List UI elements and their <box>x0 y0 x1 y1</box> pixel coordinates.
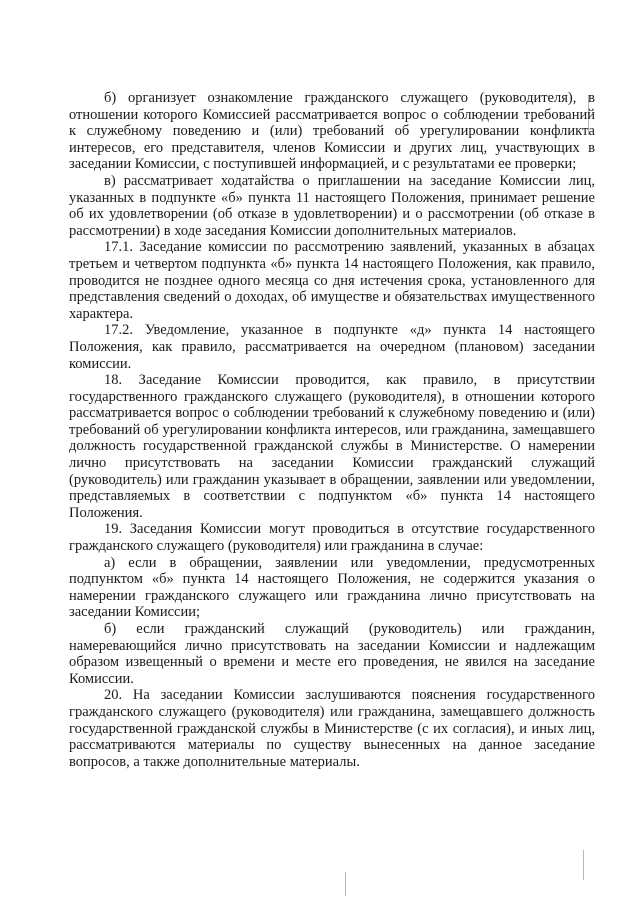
paragraph-16-b: б) организует ознакомление гражданского служащего (руководителя), в отношении которого Комиссией рассматривается вопрос о соблюдении требований к служебному поведению и (или) требований об урегулировании конфликта интересов, его представителя, членов Комиссии и других лиц, участвующих в заседании Комиссии, с поступившей информацией, и с результатами ее проверки; <box>69 90 595 173</box>
paragraph-17-2: 17.2. Уведомление, указанное в подпункте «д» пункта 14 настоящего Положения, как правило, рассматривается на очередном (плановом) заседании комиссии. <box>69 322 595 372</box>
paragraph-19: 19. Заседания Комиссии могут проводиться в отсутствие государственного гражданского служащего (руководителя) или гражданина в случае: <box>69 521 595 555</box>
paragraph-16-v: в) рассматривает ходатайства о приглашении на заседание Комиссии лиц, указанных в подпункте «б» пункта 11 настоящего Положения, принимает решение об их удовлетворении (об отказе в удовлетворении) и о рассмотрении (об отказе в рассмотрении) в ходе заседания Комиссии дополнительных материалов. <box>69 172 595 239</box>
paragraph-20: 20. На заседании Комиссии заслушиваются пояснения государственного гражданского служащего (руководителя) или гражданина, замещавшего должность государственной гражданской службы в Министерстве (с их согласия), и иных лиц, рассматриваются материалы по существу вынесенных на данное заседание вопросов, а также дополнительные материалы. <box>69 687 595 770</box>
paragraph-18: 18. Заседание Комиссии проводится, как правило, в присутствии государственного гражданского служащего (руководителя), в отношении которого рассматривается вопрос о соблюдении требований к служебному поведению и (или) требований об урегулировании конфликта интересов, или гражданина, замещавшего должность государственной гражданской службы в Министерстве. О намерении лично присутствовать на заседании Комиссии гражданский служащий (руководитель) или гражданин указывает в обращении, заявлении или уведомлении, представляемых в соответствии с подпунктом «б» пункта 14 настоящего Положения. <box>69 372 595 521</box>
scan-artifact-line-lower-middle <box>345 872 346 896</box>
document-page <box>69 90 595 770</box>
paragraph-19-a: а) если в обращении, заявлении или уведомлении, предусмотренных подпунктом «б» пункта 14 настоящего Положения, не содержится указания о намерении гражданского служащего или гражданина лично присутствовать на заседании Комиссии; <box>69 554 595 621</box>
paragraph-17-1: 17.1. Заседание комиссии по рассмотрению заявлений, указанных в абзацах третьем и четвертом подпункта «б» пункта 14 настоящего Положения, как правило, проводится не позднее одного месяца со дня истечения срока, установленного для представления сведений о доходах, об имуществе и обязательствах имущественного характера. <box>69 239 595 322</box>
paragraph-19-b: б) если гражданский служащий (руководитель) или гражданин, намеревающийся лично присутствовать на заседании Комиссии и надлежащим образом извещенный о времени и месте его проведения, не явился на заседание Комиссии. <box>69 621 595 687</box>
scan-artifact-line-bottom <box>583 850 584 880</box>
